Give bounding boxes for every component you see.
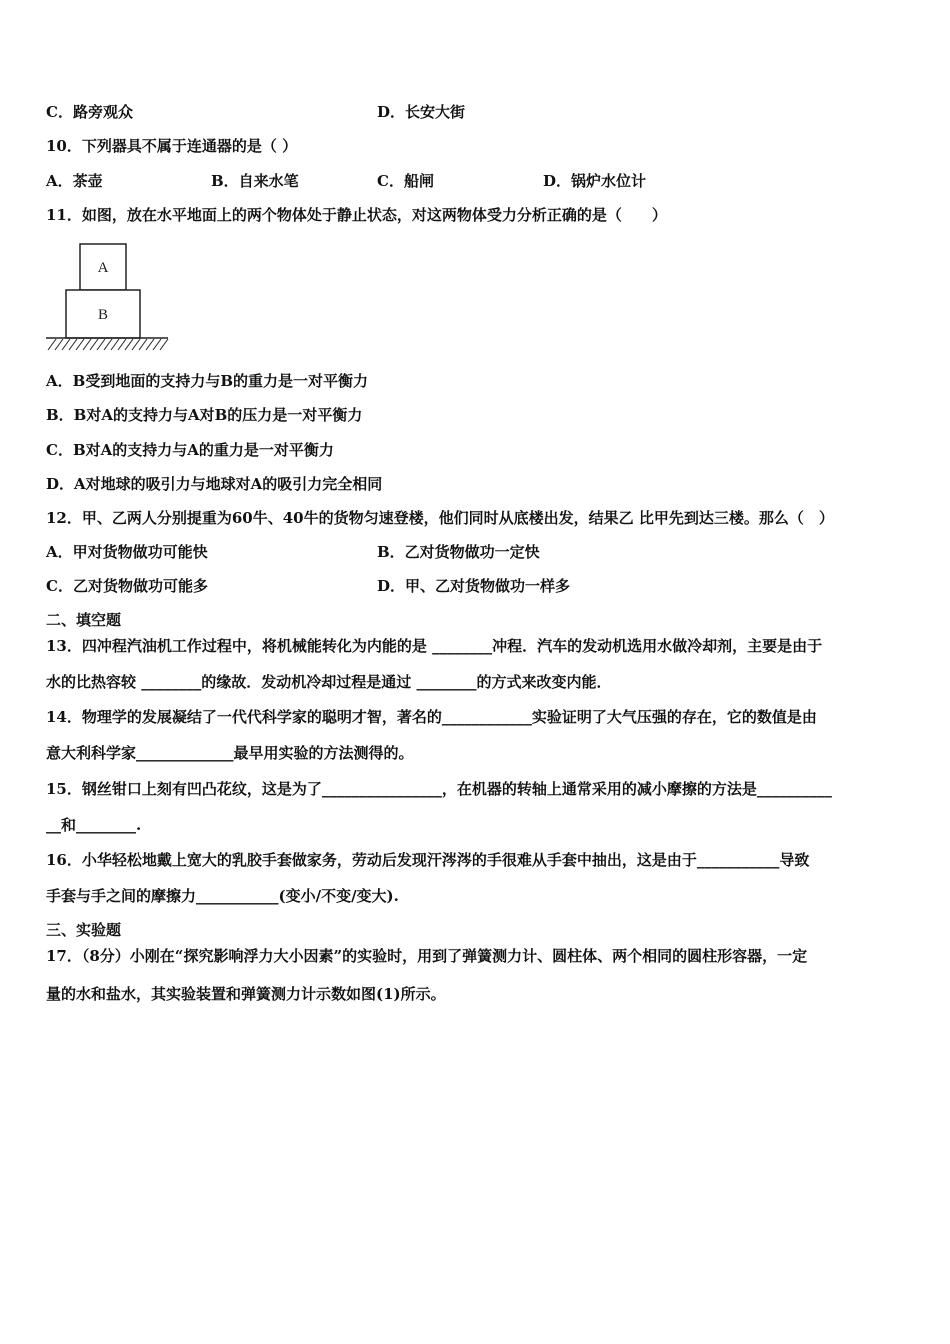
q11-stem: 11．如图，放在水平地面上的两个物体处于静止状态，对这两物体受力分析正确的是（ ） (46, 206, 667, 224)
q10-option-a: A．茶壶 (46, 172, 103, 190)
q11-option-b: B．B对A的支持力与A对B的压力是一对平衡力 (46, 406, 363, 424)
section-experiment-heading: 三、实验题 (46, 921, 122, 939)
block-b-label: B (97, 307, 109, 323)
q15-line1: 15．钢丝钳口上刻有凹凸花纹，这是为了________________，在机器的转轴上通常采用的减小摩擦的方法是__________ (46, 780, 832, 798)
q12-option-d: D．甲、乙对货物做功一样多 (377, 577, 571, 595)
q11-option-d: D．A对地球的吸引力与地球对A的吸引力完全相同 (46, 475, 383, 493)
q12-option-c: C．乙对货物做功可能多 (46, 577, 208, 595)
q17-line2: 量的水和盐水，其实验装置和弹簧测力计示数如图(1)所示。 (46, 985, 446, 1003)
q14-line1: 14．物理学的发展凝结了一代代科学家的聪明才智，著名的____________实验证明了大气压强的存在，它的数值是由 (46, 708, 817, 726)
q12-option-a: A．甲对货物做功可能快 (46, 543, 208, 561)
q15-line2: __和________. (46, 816, 142, 834)
q9-option-d: D．长安大街 (377, 103, 466, 121)
q16-line1: 16．小华轻松地戴上宽大的乳胶手套做家务，劳动后发现汗涔涔的手很难从手套中抽出，这是由于___________导致 (46, 851, 810, 869)
section-fill-in-heading: 二、填空题 (46, 611, 122, 629)
q11-option-c: C．B对A的支持力与A的重力是一对平衡力 (46, 441, 334, 459)
q14-line2: 意大利科学家_____________最早用实验的方法测得的。 (46, 744, 414, 762)
q16-line2: 手套与手之间的摩擦力___________(变小/不变/变大). (46, 887, 399, 905)
q10-stem: 10．下列器具不属于连通器的是（ ） (46, 137, 298, 155)
q12-option-b: B．乙对货物做功一定快 (377, 543, 540, 561)
q10-option-b: B．自来水笔 (211, 172, 299, 190)
q13-line2: 水的比热容较 ________的缘故．发动机冷却过程是通过 ________的方式来改变内能． (46, 673, 612, 691)
q10-option-c: C．船闸 (377, 172, 434, 190)
q17-line1: 17．（8分）小刚在“探究影响浮力大小因素”的实验时，用到了弹簧测力计、圆柱体、两个相同的圆柱形容器，一定 (46, 947, 808, 965)
q11-option-a: A．B受到地面的支持力与B的重力是一对平衡力 (46, 372, 368, 390)
ground-hatching (48, 339, 168, 350)
q10-option-d: D．锅炉水位计 (543, 172, 647, 190)
q13-line1: 13．四冲程汽油机工作过程中，将机械能转化为内能的是 ________冲程．汽车的发动机选用水做冷却剂，主要是由于 (46, 637, 823, 655)
block-a-label: A (97, 260, 109, 276)
q12-stem: 12．甲、乙两人分别提重为60牛、40牛的货物匀速登楼，他们同时从底楼出发，结果乙 比甲先到达三楼。那么（ ） (46, 509, 834, 527)
q9-option-c: C．路旁观众 (46, 103, 133, 121)
stacked-blocks-figure (44, 240, 170, 356)
